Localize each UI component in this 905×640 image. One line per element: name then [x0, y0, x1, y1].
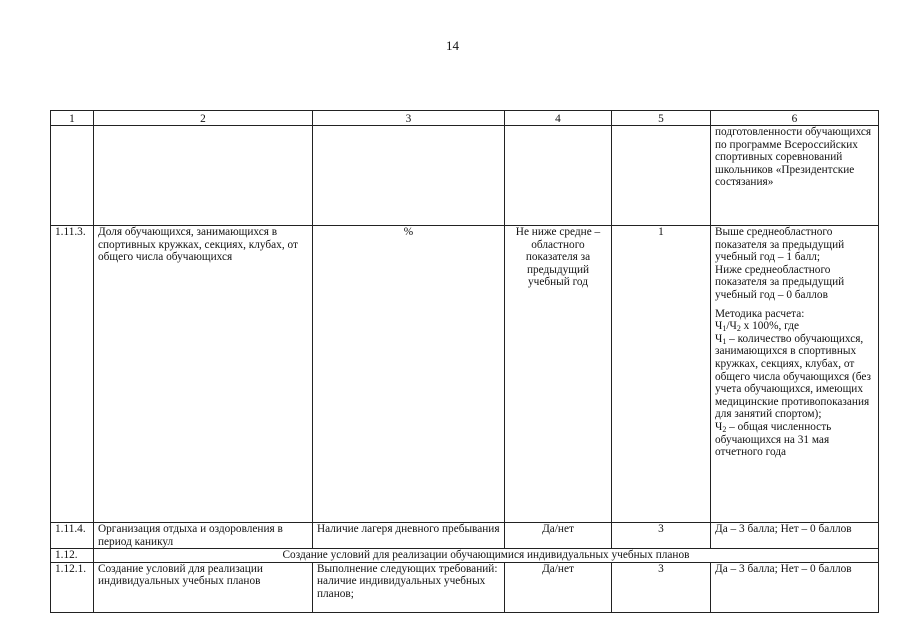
cell-criterion — [505, 126, 612, 226]
row-number: 1.11.3. — [51, 226, 94, 523]
col-header-4: 4 — [505, 111, 612, 126]
max-score: 3 — [612, 562, 711, 612]
section-title: Создание условий для реализации обучающимися индивидуальных учебных планов — [94, 549, 879, 563]
cell-scoring-continued: подготовленности обучающихся по программе Всероссийских спортивных соревнований школьников «Президентские состязания» — [711, 126, 879, 226]
cell-score — [612, 126, 711, 226]
col-header-5: 5 — [612, 111, 711, 126]
section-number: 1.12. — [51, 549, 94, 563]
table-row-1-12-1 — [51, 562, 879, 612]
formula: $Ч_1/Ч_2$ х 100%, где — [715, 320, 799, 334]
unit-of-measure: Наличие лагеря дневного пребывания — [313, 523, 505, 549]
col-header-6: 6 — [711, 111, 879, 126]
ch2-definition: $Ч_2$ – общая численность обучающихся на 31 мая отчетного года — [715, 420, 832, 459]
col-header-1: 1 — [51, 111, 94, 126]
criteria-table — [50, 110, 879, 613]
cell-unit — [313, 126, 505, 226]
indicator-name: Доля обучающихся, занимающихся в спортивных кружках, секциях, клубах, от общего числа обучающихся — [94, 226, 313, 523]
row-number: 1.12.1. — [51, 562, 94, 612]
max-score: 3 — [612, 523, 711, 549]
column-number-row — [51, 111, 879, 126]
table-row-1-11-4 — [51, 523, 879, 549]
indicator-name: Создание условий для реализации индивидуальных учебных планов — [94, 562, 313, 612]
cell-num — [51, 126, 94, 226]
unit-of-measure: % — [313, 226, 505, 523]
unit-of-measure: Выполнение следующих требований: наличие индивидуальных учебных планов; — [313, 562, 505, 612]
method-title: Методика расчета: — [715, 307, 805, 320]
cell-name — [94, 126, 313, 226]
criterion-value: Да/нет — [505, 523, 612, 549]
scoring-method — [711, 226, 879, 523]
col-header-3: 3 — [313, 111, 505, 126]
section-row-1-12 — [51, 549, 879, 563]
indicator-name: Организация отдыха и оздоровления в период каникул — [94, 523, 313, 549]
max-score: 1 — [612, 226, 711, 523]
scoring-method: Да – 3 балла; Нет – 0 баллов — [711, 562, 879, 612]
table-row-1-11-3 — [51, 226, 879, 523]
scoring-above: Выше среднеобластного показателя за предыдущий учебный год – 1 балл; — [715, 226, 845, 264]
scoring-method: Да – 3 балла; Нет – 0 баллов — [711, 523, 879, 549]
criterion-value: Не ниже средне –областного показателя за предыдущий учебный год — [505, 226, 612, 523]
page-number: 14 — [446, 38, 459, 53]
continuation-row — [51, 126, 879, 226]
row-number: 1.11.4. — [51, 523, 94, 549]
col-header-2: 2 — [94, 111, 313, 126]
ch1-definition: $Ч_1$ – количество обучающихся, занимающихся в спортивных кружках, секциях, клубах, от общего числа обучающихся (без учета обучающихся, имеющих медицинские противопоказания для занятий спортом); — [715, 332, 871, 421]
criterion-value: Да/нет — [505, 562, 612, 612]
scoring-below: Ниже среднеобластного показателя за предыдущий учебный год – 0 баллов — [715, 263, 845, 301]
